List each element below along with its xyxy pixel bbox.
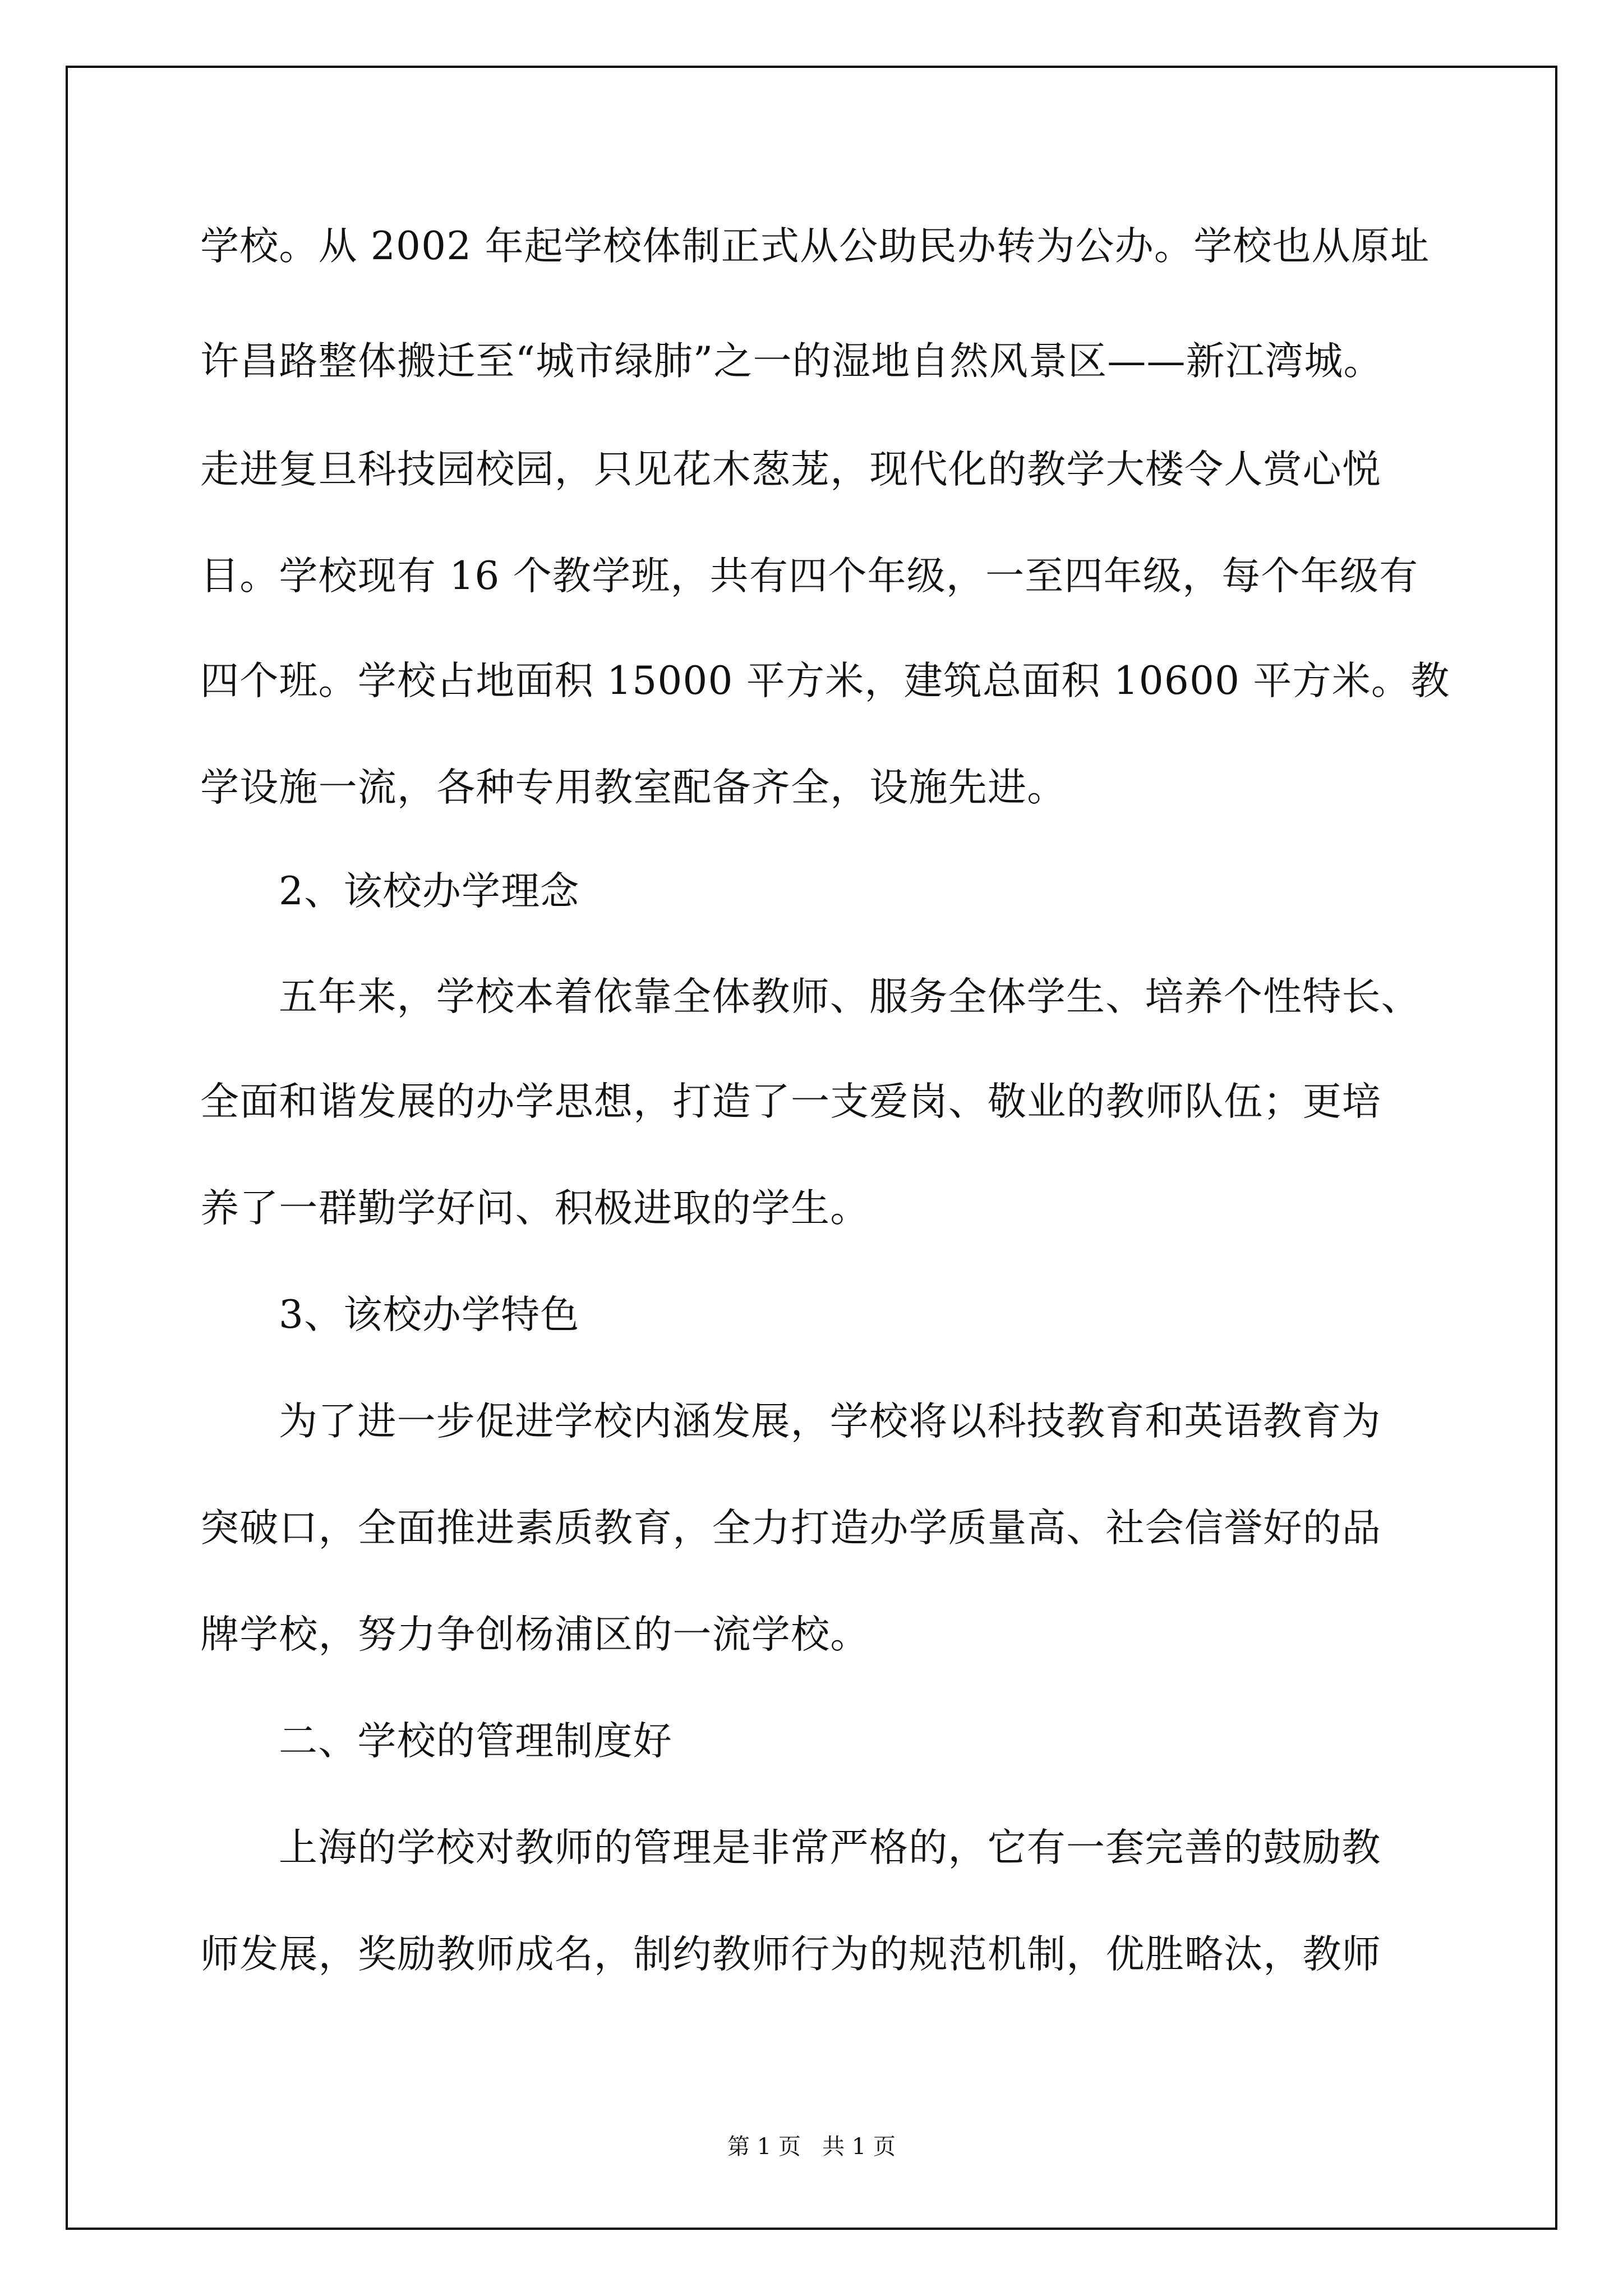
page-border xyxy=(66,66,1557,2230)
body-line: 牌学校，努力争创杨浦区的一流学校。 xyxy=(200,1612,870,1657)
body-line: 目。学校现有 16 个教学班，共有四个年级，一至四年级，每个年级有 xyxy=(200,554,1419,599)
section-heading: 2、该校办学理念 xyxy=(279,869,580,914)
body-line: 走进复旦科技园校园，只见花木葱茏，现代化的教学大楼令人赏心悦 xyxy=(200,447,1381,492)
body-line: 养了一群勤学好问、积极进取的学生。 xyxy=(200,1186,870,1231)
body-line: 五年来，学校本着依靠全体教师、服务全体学生、培养个性特长、 xyxy=(279,974,1421,1019)
body-line: 学设施一流，各种专用教室配备齐全，设施先进。 xyxy=(200,765,1067,810)
body-line: 为了进一步促进学校内涵发展，学校将以科技教育和英语教育为 xyxy=(279,1399,1381,1444)
page-footer: 第 1 页 共 1 页 xyxy=(727,2134,896,2160)
section-heading: 二、学校的管理制度好 xyxy=(279,1719,672,1764)
body-line: 师发展，奖励教师成名，制约教师行为的规范机制，优胜略汰，教师 xyxy=(200,1932,1381,1977)
body-line: 全面和谐发展的办学思想，打造了一支爱岗、敬业的教师队伍；更培 xyxy=(200,1079,1381,1124)
section-heading: 3、该校办学特色 xyxy=(279,1292,580,1337)
body-line: 上海的学校对教师的管理是非常严格的，它有一套完善的鼓励教 xyxy=(279,1825,1381,1870)
body-line: 学校。从 2002 年起学校体制正式从公助民办转为公办。学校也从原址 xyxy=(200,224,1430,269)
body-line: 四个班。学校占地面积 15000 平方米，建筑总面积 10600 平方米。教 xyxy=(200,659,1450,703)
body-line: 许昌路整体搬迁至“城市绿肺”之一的湿地自然风景区——新江湾城。 xyxy=(200,339,1383,384)
body-line: 突破口，全面推进素质教育，全力打造办学质量高、社会信誉好的品 xyxy=(200,1506,1381,1550)
